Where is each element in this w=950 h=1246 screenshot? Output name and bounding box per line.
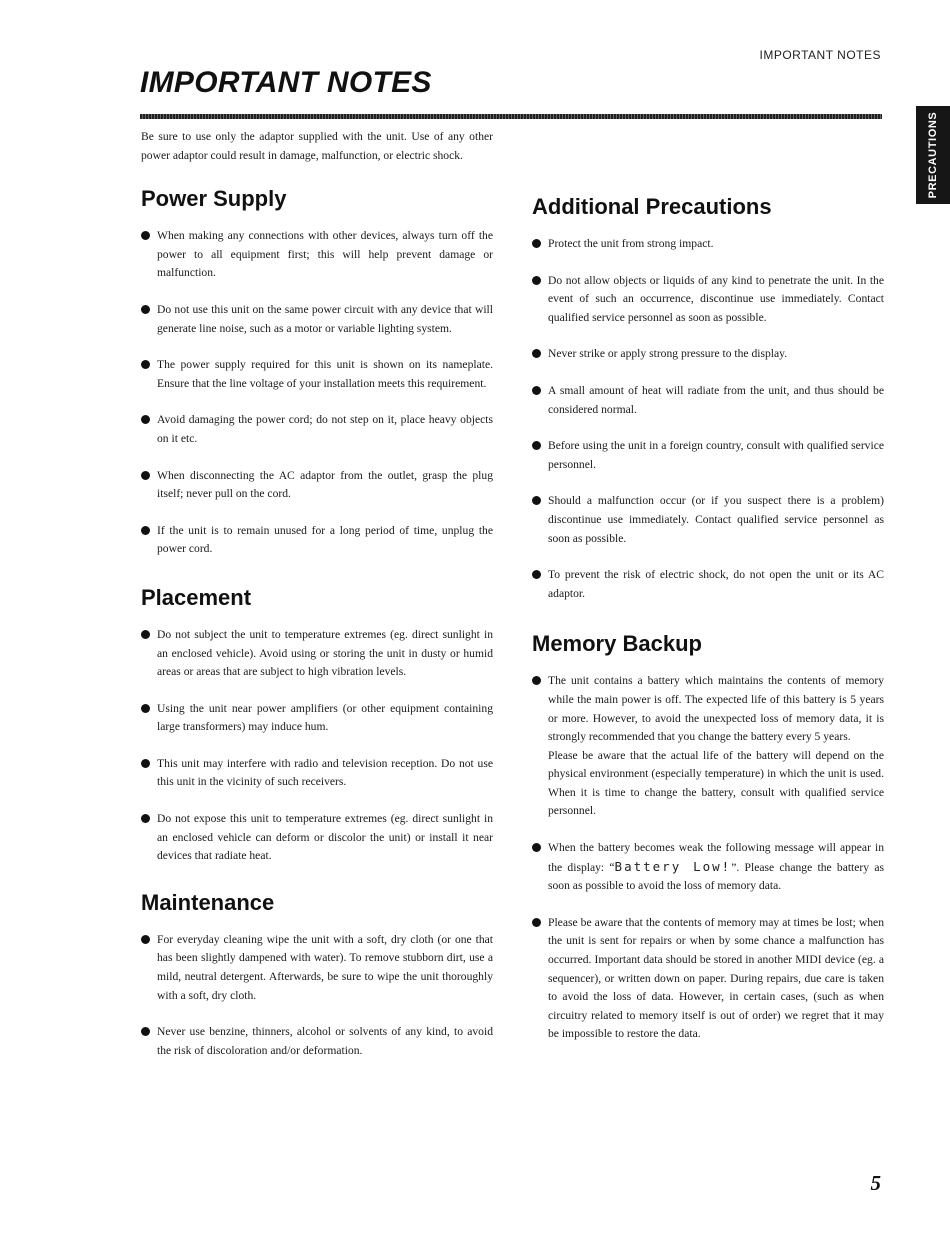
bullet-dot xyxy=(532,386,541,395)
list-item xyxy=(532,566,884,603)
side-tab xyxy=(916,106,950,204)
list-item xyxy=(141,1023,493,1060)
list-item-text: Should a malfunction occur (or if you suspect there is a problem) discontinue use immediately. Contact qualified service personnel as soon as possible. xyxy=(548,494,884,545)
message-outro: ”. Please change the battery as soon as possible to avoid the loss of memory data. xyxy=(548,860,884,893)
list-item xyxy=(141,810,493,866)
list-item-text: If the unit is to remain unused for a long period of time, unplug the power cord. xyxy=(157,523,493,556)
bullet-dot xyxy=(141,630,150,639)
list-item-text xyxy=(548,839,884,896)
list-item-text: Please be aware that the actual life of the battery will depend on the physical environment (especially temperature) in which the unit is used. When it is time to change the battery, consult with qualified service personnel. xyxy=(548,748,884,818)
memory-backup-list xyxy=(532,672,884,1044)
left-column xyxy=(141,128,493,1060)
bullet-dot xyxy=(141,360,150,369)
list-item xyxy=(141,931,493,1005)
title-rule xyxy=(140,114,882,119)
list-item xyxy=(532,235,884,254)
running-head: IMPORTANT NOTES xyxy=(759,48,881,62)
list-item xyxy=(141,626,493,682)
list-item xyxy=(532,272,884,328)
list-item xyxy=(141,522,493,559)
list-item-text: Never strike or apply strong pressure to the display. xyxy=(548,347,788,361)
bullet-dot xyxy=(532,843,541,852)
list-item-text: The power supply required for this unit is shown on its nameplate. Ensure that the line voltage of your installation meets this requirement. xyxy=(157,358,493,390)
list-item-text: Do not allow objects or liquids of any kind to penetrate the unit. In the event of such an occurrence, discontinue use immediately. Contact qualified service personnel as soon as possible. xyxy=(548,273,884,324)
page-number: 5 xyxy=(870,1171,881,1195)
list-item xyxy=(141,755,493,792)
list-item xyxy=(532,345,884,364)
section-title-memory-backup: Memory Backup xyxy=(532,631,702,657)
side-tab-label: PRECAUTIONS xyxy=(927,111,939,199)
list-item-text: Never use benzine, thinners, alcohol or solvents of any kind, to avoid the risk of discoloration and/or deformation. xyxy=(157,1025,493,1057)
bullet-dot xyxy=(141,231,150,240)
bullet-dot xyxy=(532,276,541,285)
list-item xyxy=(141,700,493,737)
bullet-dot xyxy=(532,676,541,685)
list-item-text: When disconnecting the AC adaptor from the outlet, grasp the plug itself; never pull on the cord. xyxy=(157,468,493,501)
list-item-text: The unit contains a battery which maintains the contents of memory while the main power is off. The expected life of this battery is 5 years or more. However, to avoid the unexpected loss of memory data, it is strongly recommended that you change the battery every 5 years. xyxy=(548,674,884,744)
section-title-maintenance: Maintenance xyxy=(141,889,275,915)
additional-precautions-list xyxy=(532,235,884,603)
section-title-power-supply: Power Supply xyxy=(141,186,287,212)
list-item xyxy=(532,437,884,474)
list-item-text: Avoid damaging the power cord; do not step on it, place heavy objects on it etc. xyxy=(157,413,493,445)
list-item-text: For everyday cleaning wipe the unit with a soft, dry cloth (or one that has been slightly dampened with water). To remove stubborn dirt, use a mild, neutral detergent. Afterwards, be sure to wipe the unit thoroughly with a soft, dry cloth. xyxy=(157,932,493,1002)
intro-paragraph: Be sure to use only the adaptor supplied with the unit. Use of any other power adaptor could result in damage, malfunction, or electric shock. xyxy=(141,130,493,162)
page-title: IMPORTANT NOTES xyxy=(140,66,432,99)
bullet-dot xyxy=(532,349,541,358)
list-item xyxy=(141,356,493,393)
list-item-text: Please be aware that the contents of memory may at times be lost; when the unit is sent for repairs or when by some chance a malfunction has occurred. Important data should be stored in another MIDI device (eg. a sequencer), or written down on paper. During repairs, due care is taken to avoid the loss of data. However, in certain cases, (such as when circuitry related to memory itself is out of order) we regret that it may be impossible to restore the data. xyxy=(548,915,884,1041)
bullet-dot xyxy=(532,441,541,450)
right-column xyxy=(532,192,884,1044)
list-item-text: This unit may interfere with radio and television reception. Do not use this unit in the vicinity of such receivers. xyxy=(157,756,493,789)
maintenance-list xyxy=(141,931,493,1061)
bullet-dot xyxy=(141,814,150,823)
list-item-text: Protect the unit from strong impact. xyxy=(548,237,714,250)
list-item-text: Do not subject the unit to temperature extremes (eg. direct sunlight in an enclosed vehicle). Avoid using or storing the unit in dusty or humid areas or areas that are subject to high vibration levels. xyxy=(157,627,493,679)
list-item xyxy=(532,672,884,821)
list-item-text: Do not expose this unit to temperature extremes (eg. direct sunlight in an enclosed vehicle can deform or discolor the unit) or install it near devices that radiate heat. xyxy=(157,812,493,863)
bullet-dot xyxy=(141,415,150,424)
power-supply-list xyxy=(141,227,493,559)
bullet-dot xyxy=(141,935,150,944)
list-item xyxy=(532,914,884,1044)
list-item xyxy=(532,492,884,548)
bullet-dot xyxy=(141,526,150,535)
bullet-dot xyxy=(141,305,150,314)
bullet-dot xyxy=(532,918,541,927)
section-title-placement: Placement xyxy=(141,584,252,610)
list-item-text: A small amount of heat will radiate from the unit, and thus should be considered normal. xyxy=(548,383,884,416)
list-item xyxy=(141,467,493,504)
list-item xyxy=(141,411,493,448)
list-item xyxy=(532,839,884,896)
list-item-text: Before using the unit in a foreign country, consult with qualified service personnel. xyxy=(548,439,884,471)
list-item-text: When making any connections with other devices, always turn off the power to all equipment first; this will help prevent damage or malfunction. xyxy=(157,229,493,280)
list-item-text: Do not use this unit on the same power circuit with any device that will generate line noise, such as a motor or variable lighting system. xyxy=(157,302,493,335)
section-title-additional-precautions: Additional Precautions xyxy=(532,194,772,219)
bullet-dot xyxy=(141,704,150,713)
list-item xyxy=(532,382,884,419)
message-intro: When the battery becomes weak the following message will appear in the display: “ xyxy=(548,841,884,874)
list-item xyxy=(141,301,493,338)
list-item xyxy=(141,227,493,283)
bullet-dot xyxy=(532,239,541,248)
bullet-dot xyxy=(532,570,541,579)
bullet-dot xyxy=(141,759,150,768)
bullet-dot xyxy=(532,496,541,505)
list-item-text: To prevent the risk of electric shock, do not open the unit or its AC adaptor. xyxy=(548,568,884,600)
bullet-dot xyxy=(141,1027,150,1036)
bullet-dot xyxy=(141,471,150,480)
list-item-text: Using the unit near power amplifiers (or other equipment containing large transformers) may induce hum. xyxy=(157,701,493,734)
display-message: Battery Low! xyxy=(614,858,732,874)
placement-list xyxy=(141,626,493,866)
